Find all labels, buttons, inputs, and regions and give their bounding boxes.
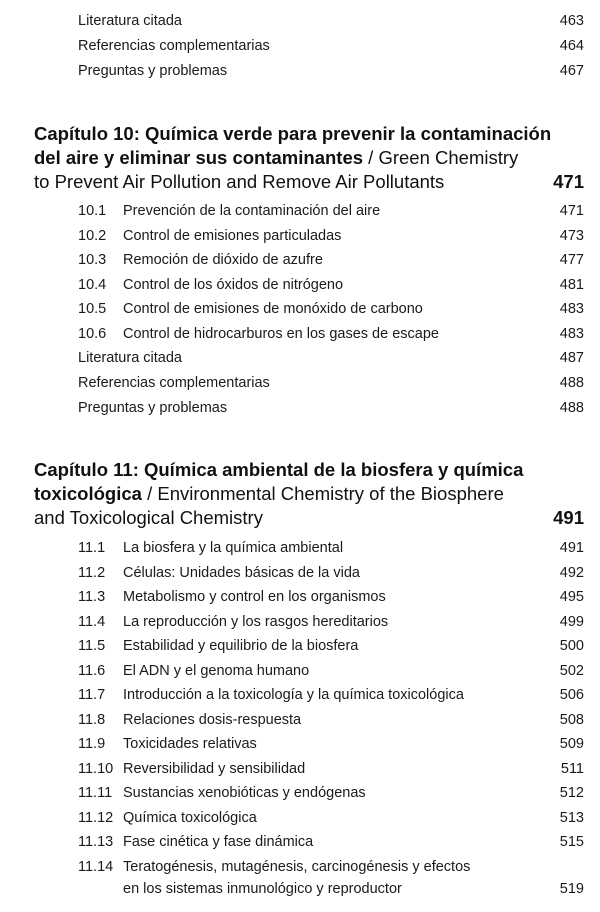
section-title: Fase cinética y fase dinámica bbox=[123, 834, 314, 850]
chapter-title-bold: Capítulo 10: Química verde para prevenir la contaminación bbox=[34, 123, 552, 144]
section-page: 511 bbox=[560, 761, 584, 777]
section-page: 509 bbox=[559, 736, 584, 752]
section-number: 11.2 bbox=[78, 565, 106, 581]
section-page: 513 bbox=[559, 810, 584, 826]
chapter-page: 491 bbox=[553, 507, 584, 528]
toc-section-continuation bbox=[0, 877, 600, 901]
entry-page: 488 bbox=[559, 375, 584, 391]
section-number: 10.5 bbox=[78, 301, 107, 317]
chapter-title-bold: Capítulo 11: Química ambiental de la biosfera y química bbox=[34, 459, 524, 480]
chapter-title-bold: toxicológica bbox=[34, 483, 142, 504]
section-page: 502 bbox=[559, 663, 584, 679]
toc-section bbox=[0, 683, 600, 707]
section-title: Células: Unidades básicas de la vida bbox=[123, 565, 360, 581]
toc-entry-preguntas bbox=[0, 59, 600, 83]
toc-entry-literatura bbox=[0, 9, 600, 33]
chapter-title-english: and Toxicological Chemistry bbox=[34, 507, 263, 528]
section-number: 11.4 bbox=[78, 614, 106, 630]
section-page: 492 bbox=[559, 565, 584, 581]
toc-section bbox=[0, 224, 600, 248]
toc-section bbox=[0, 708, 600, 732]
chapter-10-heading bbox=[34, 122, 584, 194]
section-number: 11.6 bbox=[78, 663, 106, 679]
section-title: Química toxicológica bbox=[123, 810, 257, 826]
section-title: Control de hidrocarburos en los gases de escape bbox=[123, 326, 439, 342]
section-number: 10.2 bbox=[78, 228, 107, 244]
section-page: 515 bbox=[559, 834, 584, 850]
section-number: 11.7 bbox=[78, 687, 106, 703]
section-page: 506 bbox=[559, 687, 584, 703]
toc-section bbox=[0, 536, 600, 560]
section-number: 11.12 bbox=[78, 810, 114, 826]
toc-section bbox=[0, 732, 600, 756]
toc-section bbox=[0, 634, 600, 658]
chapter-title-bold: del aire y eliminar sus contaminantes bbox=[34, 147, 364, 168]
section-title: Prevención de la contaminación del aire bbox=[123, 203, 381, 219]
toc-section bbox=[0, 781, 600, 805]
section-page: 495 bbox=[559, 589, 584, 605]
toc-section bbox=[0, 322, 600, 346]
chapter-page: 471 bbox=[553, 171, 584, 192]
section-number: 11.5 bbox=[78, 638, 106, 654]
entry-page: 487 bbox=[559, 350, 584, 366]
section-page: 473 bbox=[559, 228, 584, 244]
section-number: 11.11 bbox=[78, 785, 113, 801]
toc-entry-preguntas bbox=[0, 396, 600, 420]
section-title: Control de emisiones de monóxido de carbono bbox=[123, 301, 423, 317]
toc-section bbox=[0, 855, 600, 879]
section-number: 10.4 bbox=[78, 277, 107, 293]
section-title: Estabilidad y equilibrio de la biosfera bbox=[123, 638, 359, 654]
entry-label: Referencias complementarias bbox=[78, 375, 270, 391]
section-title: Relaciones dosis-respuesta bbox=[123, 712, 302, 728]
section-page: 491 bbox=[559, 540, 584, 556]
entry-page: 467 bbox=[559, 63, 584, 79]
toc-section bbox=[0, 585, 600, 609]
section-number: 10.3 bbox=[78, 252, 107, 268]
entry-label: Preguntas y problemas bbox=[78, 63, 228, 79]
section-page: 477 bbox=[559, 252, 584, 268]
section-title: Introducción a la toxicología y la química toxicológica bbox=[123, 687, 464, 703]
toc-section bbox=[0, 297, 600, 321]
toc-section bbox=[0, 659, 600, 683]
chapter-title-english: / Environmental Chemistry of the Biosphere bbox=[141, 483, 504, 504]
section-title: Reversibilidad y sensibilidad bbox=[123, 761, 306, 777]
section-title: en los sistemas inmunológico y reproductor bbox=[123, 881, 402, 897]
section-page: 508 bbox=[559, 712, 584, 728]
section-number: 11.8 bbox=[78, 712, 106, 728]
chapter-11-heading bbox=[34, 458, 584, 530]
chapter-title-english: / Green Chemistry bbox=[363, 147, 519, 168]
toc-section bbox=[0, 248, 600, 272]
section-page: 499 bbox=[559, 614, 584, 630]
toc-section bbox=[0, 273, 600, 297]
section-title: La reproducción y los rasgos hereditarios bbox=[123, 614, 389, 630]
entry-page: 463 bbox=[559, 13, 584, 29]
section-page: 512 bbox=[559, 785, 584, 801]
section-number: 11.1 bbox=[78, 540, 106, 556]
toc-entry-literatura bbox=[0, 346, 600, 370]
toc-entry-referencias bbox=[0, 371, 600, 395]
section-page: 500 bbox=[559, 638, 584, 654]
section-page: 519 bbox=[559, 881, 584, 897]
section-number: 10.6 bbox=[78, 326, 107, 342]
section-number: 11.13 bbox=[78, 834, 114, 850]
section-page: 471 bbox=[559, 203, 584, 219]
section-title: Toxicidades relativas bbox=[123, 736, 257, 752]
section-page: 483 bbox=[559, 326, 584, 342]
section-title: Control de emisiones particuladas bbox=[123, 228, 342, 244]
section-number: 11.3 bbox=[78, 589, 106, 605]
section-page: 483 bbox=[559, 301, 584, 317]
entry-label: Literatura citada bbox=[78, 13, 182, 29]
entry-label: Literatura citada bbox=[78, 350, 182, 366]
section-number: 11.9 bbox=[78, 736, 106, 752]
entry-page: 488 bbox=[559, 400, 584, 416]
toc-section bbox=[0, 806, 600, 830]
section-number: 10.1 bbox=[78, 203, 107, 219]
section-page: 481 bbox=[559, 277, 584, 293]
chapter-title-english: to Prevent Air Pollution and Remove Air Pollutants bbox=[34, 171, 445, 192]
entry-label: Preguntas y problemas bbox=[78, 400, 228, 416]
toc-section bbox=[0, 610, 600, 634]
toc-section bbox=[0, 561, 600, 585]
section-title: La biosfera y la química ambiental bbox=[123, 540, 344, 556]
section-title: Metabolismo y control en los organismos bbox=[123, 589, 386, 605]
section-title: Sustancias xenobióticas y endógenas bbox=[123, 785, 366, 801]
toc-section bbox=[0, 757, 600, 781]
section-title: El ADN y el genoma humano bbox=[123, 663, 310, 679]
section-title: Teratogénesis, mutagénesis, carcinogénesis y efectos bbox=[123, 859, 471, 875]
section-number: 11.14 bbox=[78, 859, 114, 875]
toc-entry-referencias bbox=[0, 34, 600, 58]
entry-label: Referencias complementarias bbox=[78, 38, 270, 54]
section-title: Control de los óxidos de nitrógeno bbox=[123, 277, 344, 293]
entry-page: 464 bbox=[559, 38, 584, 54]
toc-section bbox=[0, 199, 600, 223]
section-title: Remoción de dióxido de azufre bbox=[123, 252, 323, 268]
section-number: 11.10 bbox=[78, 761, 114, 777]
toc-section bbox=[0, 830, 600, 854]
